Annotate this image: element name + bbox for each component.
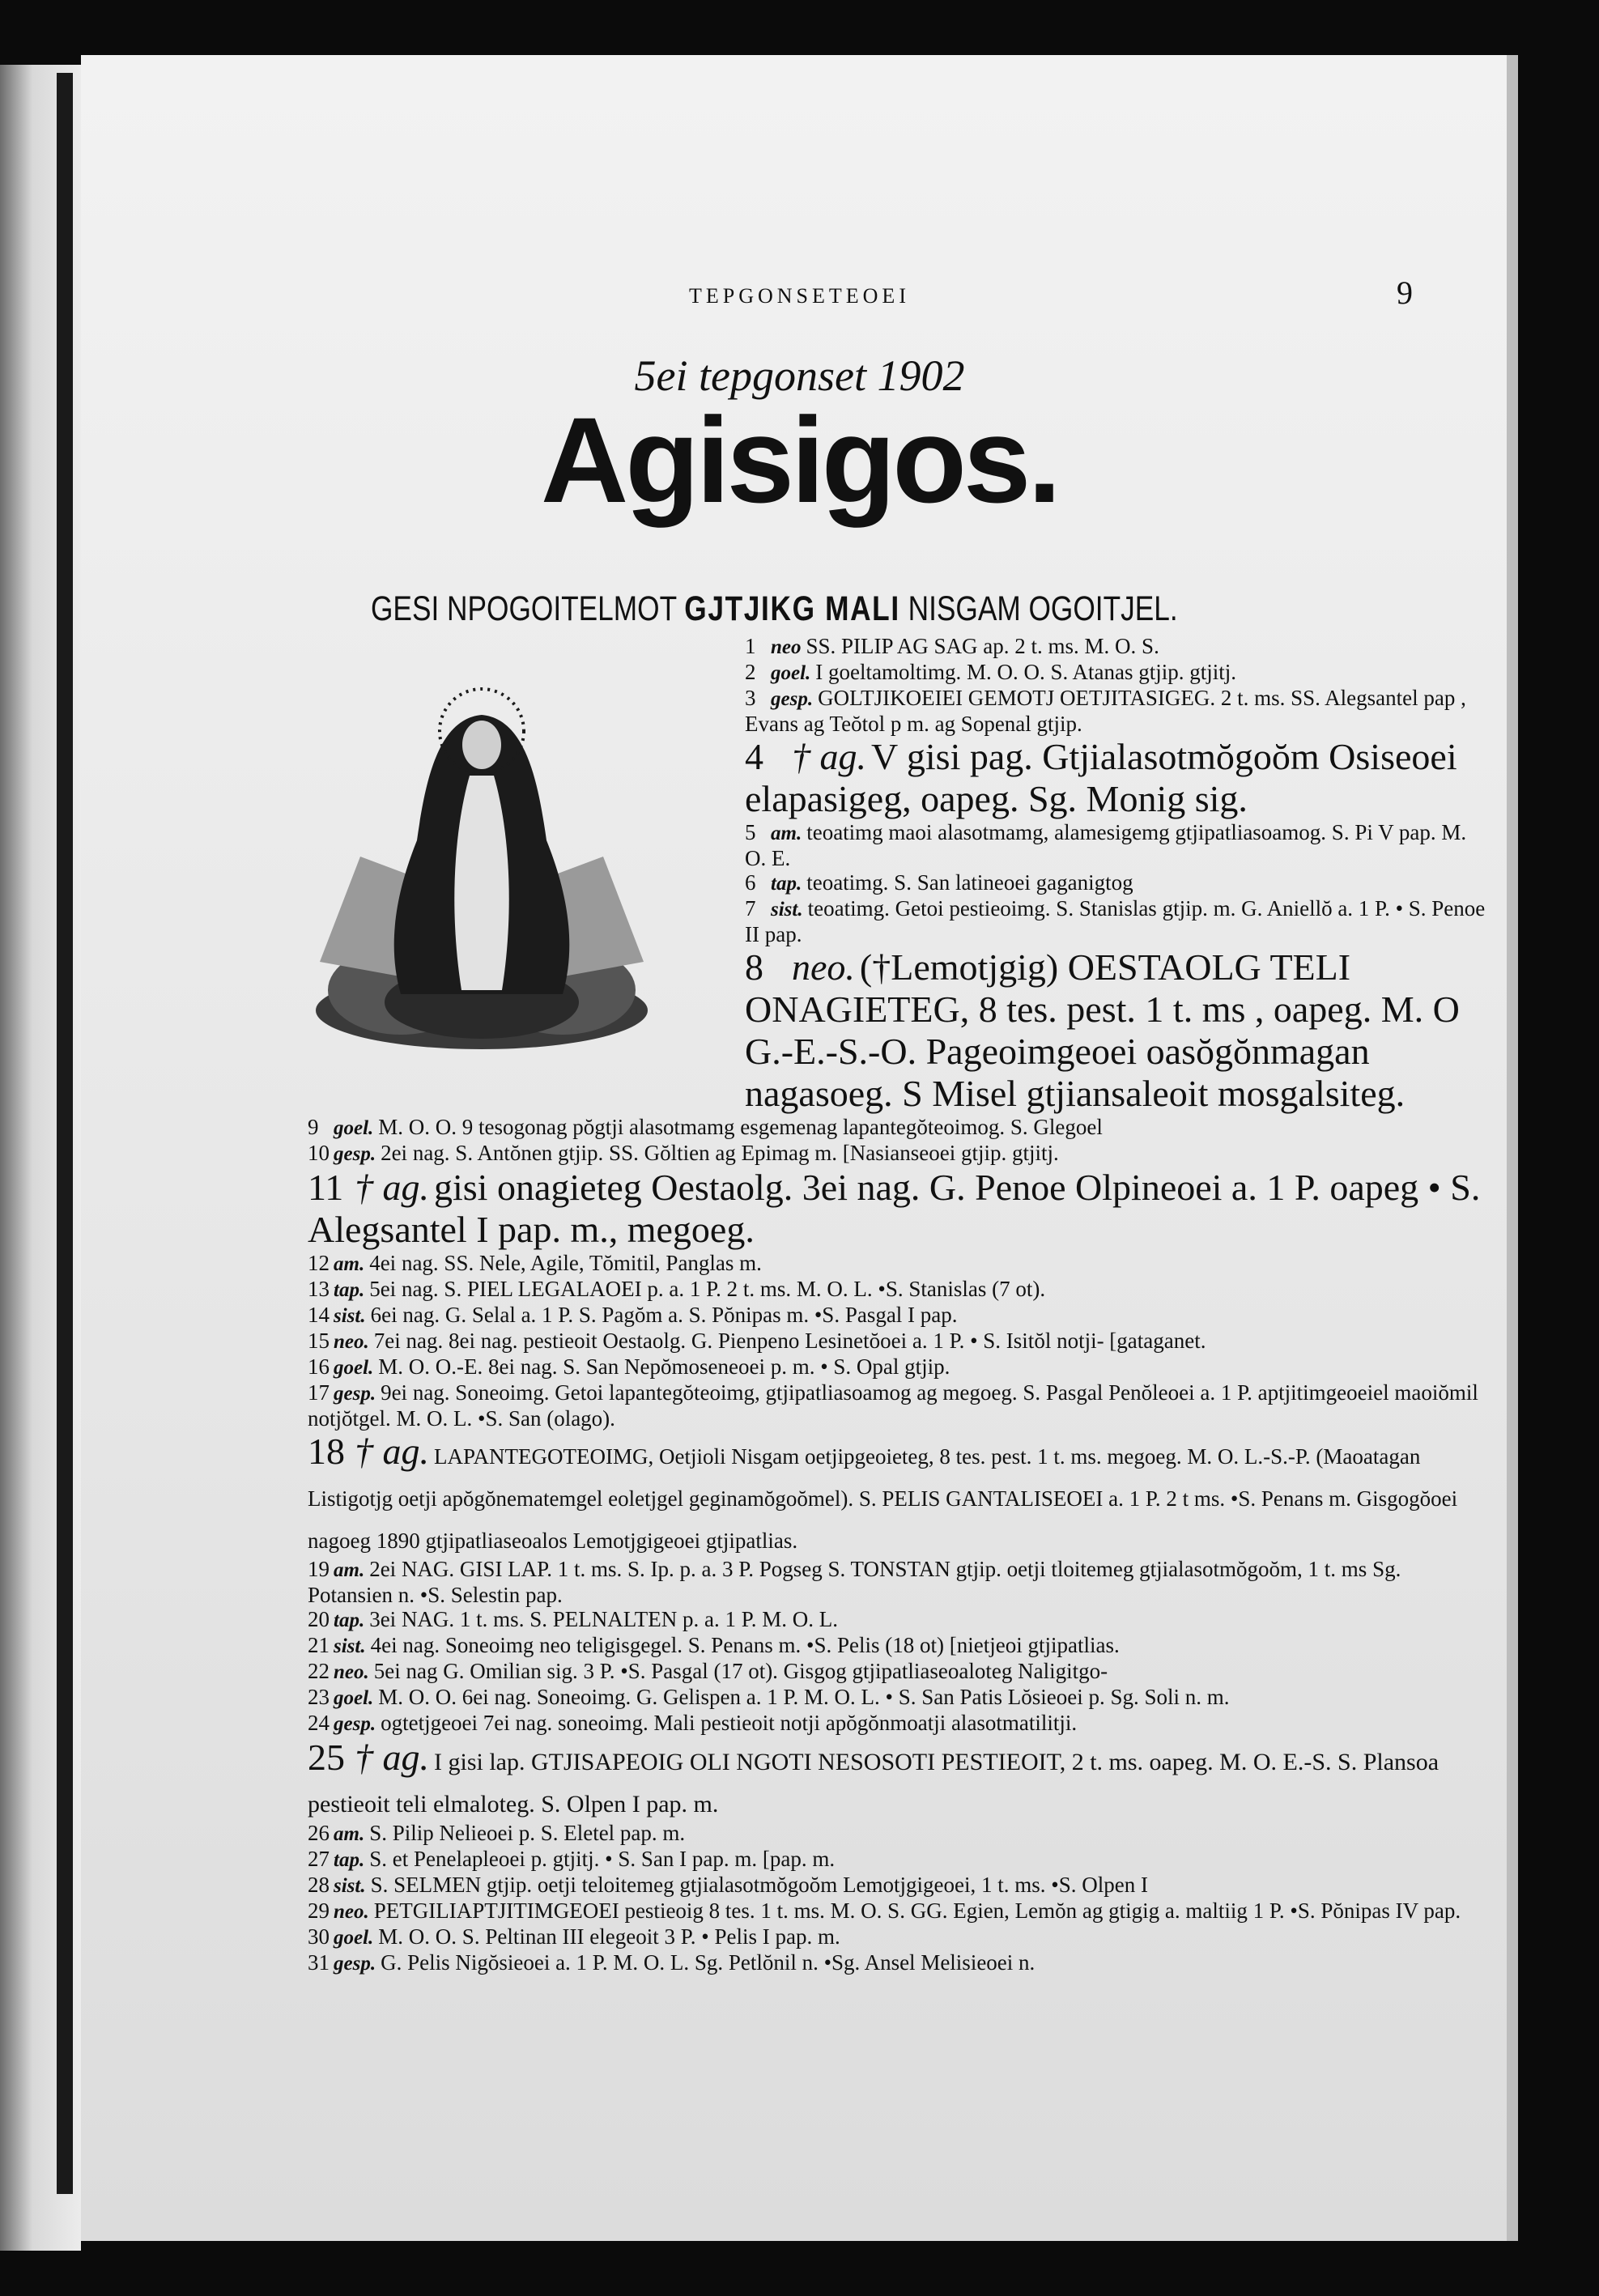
calendar-entry-feast xyxy=(308,946,1490,1115)
entry-weekday: goel. xyxy=(771,662,811,684)
entry-weekday: goel. xyxy=(334,1357,374,1379)
dedication-prefix: GESI NPOGOITELMOT xyxy=(371,589,677,628)
entry-text: 4ei nag. Soneoimg neo teligisgegel. S. Penans m. •S. Pelis (18 ot) [nietjeoi gtjipatlias. xyxy=(370,1633,1120,1657)
calendar-entry xyxy=(308,1303,1490,1329)
calendar-entry xyxy=(308,1277,1490,1303)
entry-text: 4ei nag. SS. Nele, Agile, Tŏmitil, Panglas m. xyxy=(369,1251,762,1275)
entry-day: 1 xyxy=(745,634,756,658)
running-head: TEPGONSETEOEI xyxy=(689,284,910,308)
entry-text: M. O. O. 6ei nag. Soneoimg. G. Gelispen a. 1 P. M. O. L. • S. San Patis Lŏsieoei p. Sg. Soli n. m. xyxy=(378,1685,1230,1709)
calendar-entry xyxy=(308,1847,1490,1873)
entry-text: S. Pilip Nelieoei p. S. Eletel pap. m. xyxy=(369,1821,686,1845)
entry-text: 6ei nag. G. Selal a. 1 P. S. Pagŏm a. S. Pŏnipas m. •S. Pasgal I pap. xyxy=(370,1303,958,1327)
entry-text: gisi onagieteg Oestaolg. 3ei nag. G. Penoe Olpineoei a. 1 P. oapeg • S. Alegsantel I pap. m., megoeg. xyxy=(308,1167,1481,1250)
entry-text: S. SELMEN gtjip. oetji teloitemeg gtjialasotmŏgoŏm Lemotjgigeoei, 1 t. ms. •S. Olpen I xyxy=(370,1873,1148,1897)
month-title: Agisigos. xyxy=(540,392,1059,528)
entry-weekday: † ag. xyxy=(355,1431,429,1472)
calendar-entry-feast xyxy=(308,1431,1490,1557)
entry-day: 11 xyxy=(308,1167,344,1208)
entry-day: 9 xyxy=(308,1115,319,1139)
entry-text: teoatimg. Getoi pestieoimg. S. Stanislas gtjip. m. G. Aniellŏ a. 1 P. • S. Penoe II pap. xyxy=(745,896,1486,946)
page-number: 9 xyxy=(1397,274,1413,311)
entry-day: 17 xyxy=(308,1380,330,1405)
entry-weekday: † ag. xyxy=(792,736,866,777)
entry-day: 15 xyxy=(308,1329,330,1353)
entry-weekday: tap. xyxy=(334,1279,365,1301)
entry-text: I goeltamoltimg. M. O. O. S. Atanas gtjip. gtjitj. xyxy=(815,660,1237,684)
entry-day: 20 xyxy=(308,1607,330,1631)
entry-day: 7 xyxy=(745,896,756,921)
entry-day: 29 xyxy=(308,1898,330,1923)
entry-day: 10 xyxy=(308,1141,330,1165)
month-year-line: 5ei tepgonset 1902 xyxy=(634,351,965,400)
entry-weekday: † ag. xyxy=(355,1737,429,1778)
entry-weekday: am. xyxy=(771,823,802,844)
entry-text: teoatimg maoi alasotmamg, alamesigemg gtjipatliasoamog. S. Pi V pap. M. O. E. xyxy=(745,820,1467,870)
entry-day: 23 xyxy=(308,1685,330,1709)
entry-weekday: gesp. xyxy=(334,1383,376,1405)
calendar-entry xyxy=(308,1685,1490,1711)
calendar-entry xyxy=(308,1898,1490,1924)
dedication-bold: GJTJIKG MALI xyxy=(684,589,900,628)
entry-day: 3 xyxy=(745,686,756,710)
entry-weekday: goel. xyxy=(334,1117,374,1139)
entry-text: S. et Penelapleoei p. gtjitj. • S. San I pap. m. [pap. m. xyxy=(369,1847,836,1871)
entry-day: 18 xyxy=(308,1431,345,1472)
entry-text: 3ei NAG. 1 t. ms. S. PELNALTEN p. a. 1 P. M. O. L. xyxy=(369,1607,838,1631)
entry-weekday: goel. xyxy=(334,1687,374,1709)
entry-text: M. O. O.-E. 8ei nag. S. San Nepŏmoseneoei p. m. • S. Opal gtjip. xyxy=(378,1354,950,1379)
entry-text: GOLTJIKOEIEI GEMOTJ OETJITASIGEG. 2 t. ms. SS. Alegsantel pap , Evans ag Teŏtol p m. ag Sopenal gtjip. xyxy=(745,686,1466,736)
entry-weekday: sist. xyxy=(334,1635,366,1657)
entry-text: SS. PILIP AG SAG ap. 2 t. ms. M. O. S. xyxy=(806,634,1159,658)
calendar-entry xyxy=(308,1924,1490,1950)
entry-day: 8 xyxy=(745,946,763,988)
entry-weekday: am. xyxy=(334,1823,365,1845)
entry-weekday: neo. xyxy=(792,946,855,988)
entry-day: 4 xyxy=(745,736,763,777)
entry-text: V gisi pag. Gtjialasotmŏgoŏm Osiseoei elapasigeg, oapeg. Sg. Monig sig. xyxy=(745,736,1457,819)
entry-weekday: neo. xyxy=(334,1901,369,1923)
calendar-entry xyxy=(308,1950,1490,1976)
entry-text: 2ei NAG. GISI LAP. 1 t. ms. S. Ip. p. a. 3 P. Pogseg S. TONSTAN gtjip. oetji tloitemeg gtjialasotmŏgoŏm, 1 t. ms Sg. Potansien n. •S. Selestin pap. xyxy=(308,1557,1401,1607)
entry-weekday: neo xyxy=(771,636,802,658)
calendar-entry xyxy=(308,896,1490,946)
entry-weekday: gesp. xyxy=(334,1713,376,1735)
calendar-entry xyxy=(308,1251,1490,1277)
calendar-entry xyxy=(308,870,1490,896)
calendar-entry xyxy=(308,634,1490,660)
entry-text: M. O. O. 9 tesogonag pŏgtji alasotmamg esgemenag lapantegŏteoimog. S. Glegoel xyxy=(378,1115,1103,1139)
dedication-suffix: NISGAM OGOITJEL. xyxy=(908,589,1178,628)
calendar-entry xyxy=(308,1607,1490,1633)
entry-weekday: gesp. xyxy=(771,688,814,710)
calendar-entry xyxy=(308,1115,1490,1141)
entry-weekday: tap. xyxy=(334,1849,365,1871)
calendar-entry-feast xyxy=(308,736,1490,820)
entry-text: ogtetjgeoei 7ei nag. soneoimg. Mali pestieoit notji apŏgŏnmoatji alasotmatilitji. xyxy=(381,1711,1078,1735)
calendar-entry xyxy=(308,1821,1490,1847)
entry-day: 27 xyxy=(308,1847,330,1871)
entry-day: 30 xyxy=(308,1924,330,1949)
calendar-entry xyxy=(308,1633,1490,1659)
entry-text: 5ei nag G. Omilian sig. 3 P. •S. Pasgal (17 ot). Gisgog gtjipatliaseoaloteg Naligitgo- xyxy=(373,1659,1108,1683)
calendar-entry-feast xyxy=(308,1737,1490,1821)
entry-day: 22 xyxy=(308,1659,330,1683)
month-dedication xyxy=(371,589,1214,629)
entry-weekday: tap. xyxy=(771,873,802,895)
entry-day: 14 xyxy=(308,1303,330,1327)
entry-day: 19 xyxy=(308,1557,330,1581)
entry-weekday: sist. xyxy=(334,1875,366,1897)
entry-day: 16 xyxy=(308,1354,330,1379)
calendar-entry xyxy=(308,1329,1490,1354)
entry-text: (†Lemotjgig) OESTAOLG TELI ONAGIETEG, 8 tes. pest. 1 t. ms , oapeg. M. O G.-E.-S.-O. Pageoimgeoei oasŏgŏnmagan nagasoeg. S Misel gtjiansaleoit mosgalsiteg. xyxy=(745,946,1460,1114)
entry-weekday: neo. xyxy=(334,1331,369,1353)
entry-text: M. O. O. S. Peltinan III elegeoit 3 P. • Pelis I pap. m. xyxy=(378,1924,840,1949)
entry-text: teoatimg. S. San latineoei gaganigtog xyxy=(806,870,1133,895)
calendar-entry xyxy=(308,1141,1490,1167)
entry-text: 9ei nag. Soneoimg. Getoi lapantegŏteoimg, gtjipatliasoamog ag megoeg. S. Pasgal Penŏleoei a. 1 P. aptjitimgeoeiel maoiŏmil notjŏtgel. M. O. L. •S. San (olago). xyxy=(308,1380,1478,1431)
calendar-entry xyxy=(308,660,1490,686)
entry-day: 6 xyxy=(745,870,756,895)
calendar-entry-feast xyxy=(308,1167,1490,1251)
calendar-entry xyxy=(308,1380,1490,1431)
entry-weekday: goel. xyxy=(334,1927,374,1949)
calendar-entry xyxy=(308,1557,1490,1607)
entry-text: 5ei nag. S. PIEL LEGALAOEI p. a. 1 P. 2 t. ms. M. O. L. •S. Stanislas (7 ot). xyxy=(369,1277,1046,1301)
entry-text: LAPANTEGOTEOIMG, Oetjioli Nisgam oetjipgeoieteg, 8 tes. pest. 1 t. ms. megoeg. M. O. L.-S.-P. (Maoatagan Listigotjg oetji apŏgŏnematemgel eoletjgel geginamŏgoŏmel). S. PELIS GANTALISEOEI a. 1 P. 2 t ms. •S. Penans m. Gisgogŏoei nagoeg 1890 gtjipatliaseoalos Lemotjgigeoei gtjipatlias. xyxy=(308,1444,1458,1553)
entry-weekday: am. xyxy=(334,1253,365,1275)
calendar-entry xyxy=(308,820,1490,870)
entry-weekday: † ag. xyxy=(355,1167,429,1208)
entry-weekday: sist. xyxy=(771,899,803,921)
entry-day: 26 xyxy=(308,1821,330,1845)
calendar-entry xyxy=(308,1711,1490,1737)
entry-text: PETGILIAPTJITIMGEOEI pestieoig 8 tes. 1 t. ms. M. O. S. GG. Egien, Lemŏn ag gtigig a. maltiig 1 P. •S. Pŏnipas IV pap. xyxy=(373,1898,1461,1923)
entry-day: 13 xyxy=(308,1277,330,1301)
book-spine xyxy=(57,73,73,2194)
entry-weekday: neo. xyxy=(334,1661,369,1683)
entry-day: 31 xyxy=(308,1950,330,1975)
entry-weekday: gesp. xyxy=(334,1143,376,1165)
entry-text: 7ei nag. 8ei nag. pestieoit Oestaolg. G. Pienpeno Lesinetŏoei a. 1 P. • S. Isitŏl notji- [gataganet. xyxy=(373,1329,1206,1353)
entry-text: G. Pelis Nigŏsieoei a. 1 P. M. O. L. Sg. Petlŏnil n. •Sg. Ansel Melisieoei n. xyxy=(381,1950,1036,1975)
calendar-entries xyxy=(308,634,1490,1976)
calendar-page xyxy=(81,55,1518,2241)
entry-day: 2 xyxy=(745,660,756,684)
calendar-entry xyxy=(308,1354,1490,1380)
entry-text: 2ei nag. S. Antŏnen gtjip. SS. Gŏltien ag Epimag m. [Nasianseoei gtjip. gtjitj. xyxy=(381,1141,1059,1165)
entry-weekday: gesp. xyxy=(334,1953,376,1975)
calendar-entry xyxy=(308,686,1490,736)
calendar-entry xyxy=(308,1873,1490,1898)
entry-weekday: tap. xyxy=(334,1609,365,1631)
entry-day: 5 xyxy=(745,820,756,844)
calendar-entry xyxy=(308,1659,1490,1685)
entry-day: 28 xyxy=(308,1873,330,1897)
entry-day: 21 xyxy=(308,1633,330,1657)
entry-weekday: sist. xyxy=(334,1305,366,1327)
entry-day: 25 xyxy=(308,1737,345,1778)
entry-weekday: am. xyxy=(334,1559,365,1581)
entry-day: 24 xyxy=(308,1711,330,1735)
entry-day: 12 xyxy=(308,1251,330,1275)
entry-text: I gisi lap. GTJISAPEOIG OLI NGOTI NESOSOTI PESTIEOIT, 2 t. ms. oapeg. M. O. E.-S. S. Plansoa pestieoit teli elmaloteg. S. Olpen I pap. m. xyxy=(308,1749,1440,1818)
